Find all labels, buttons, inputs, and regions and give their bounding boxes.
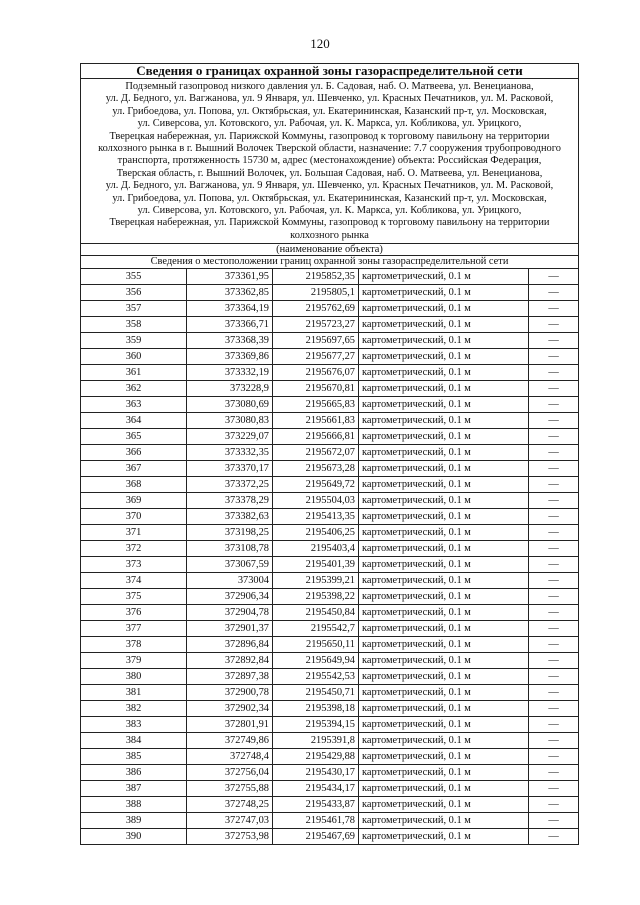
determination-method: картометрический, 0.1 м — [359, 365, 529, 381]
point-number: 370 — [81, 509, 187, 525]
point-number: 357 — [81, 301, 187, 317]
table-row — [81, 813, 579, 829]
coordinate-x: 373228,9 — [187, 381, 273, 397]
table-row — [81, 349, 579, 365]
point-number: 363 — [81, 397, 187, 413]
coordinate-x: 373067,59 — [187, 557, 273, 573]
description-line: ул. Д. Бедного, ул. Вагжанова, ул. 9 Января, ул. Шевченко, ул. Красных Печатников, ул. М. Расковой, — [105, 93, 554, 105]
table-row — [81, 781, 579, 797]
determination-method: картометрический, 0.1 м — [359, 461, 529, 477]
coordinate-x: 373370,17 — [187, 461, 273, 477]
coordinate-y: 2195394,15 — [273, 717, 359, 733]
table-row — [81, 589, 579, 605]
determination-method: картометрический, 0.1 м — [359, 445, 529, 461]
description-line: колхозного рынка — [290, 229, 369, 241]
coordinate-x: 373332,19 — [187, 365, 273, 381]
point-number: 389 — [81, 813, 187, 829]
coordinate-y: 2195672,07 — [273, 445, 359, 461]
point-number: 366 — [81, 445, 187, 461]
determination-method: картометрический, 0.1 м — [359, 573, 529, 589]
empty-value-dash: — — [529, 445, 579, 461]
determination-method: картометрический, 0.1 м — [359, 429, 529, 445]
table-row — [81, 429, 579, 445]
coordinate-x: 372747,03 — [187, 813, 273, 829]
object-name-label: (наименование объекта) — [81, 244, 579, 256]
empty-value-dash: — — [529, 733, 579, 749]
empty-value-dash: — — [529, 829, 579, 845]
coordinate-x: 372801,91 — [187, 717, 273, 733]
determination-method: картометрический, 0.1 м — [359, 541, 529, 557]
coordinate-y: 2195401,39 — [273, 557, 359, 573]
coordinate-x: 373332,35 — [187, 445, 273, 461]
point-number: 385 — [81, 749, 187, 765]
table-row — [81, 717, 579, 733]
table-row — [81, 525, 579, 541]
coordinate-x: 373108,78 — [187, 541, 273, 557]
coordinate-x: 373004 — [187, 573, 273, 589]
point-number: 365 — [81, 429, 187, 445]
object-description — [81, 79, 579, 244]
determination-method: картометрический, 0.1 м — [359, 269, 529, 285]
table-row — [81, 765, 579, 781]
empty-value-dash: — — [529, 333, 579, 349]
coordinate-y: 2195697,65 — [273, 333, 359, 349]
empty-value-dash: — — [529, 637, 579, 653]
description-line: Тверецкая набережная, ул. Парижской Коммуны, газопровод к торговому павильону на территории — [109, 130, 550, 142]
coordinate-x: 372906,34 — [187, 589, 273, 605]
coordinate-y: 2195542,53 — [273, 669, 359, 685]
empty-value-dash: — — [529, 573, 579, 589]
coordinate-y: 2195649,94 — [273, 653, 359, 669]
table-row — [81, 397, 579, 413]
coordinate-y: 2195542,7 — [273, 621, 359, 637]
empty-value-dash: — — [529, 493, 579, 509]
subtitle-row — [81, 256, 579, 269]
empty-value-dash: — — [529, 781, 579, 797]
coordinate-y: 2195677,27 — [273, 349, 359, 365]
determination-method: картометрический, 0.1 м — [359, 413, 529, 429]
coordinate-x: 372901,37 — [187, 621, 273, 637]
coordinate-y: 2195433,87 — [273, 797, 359, 813]
coordinate-x: 373366,71 — [187, 317, 273, 333]
empty-value-dash: — — [529, 653, 579, 669]
table-row — [81, 301, 579, 317]
determination-method: картометрический, 0.1 м — [359, 525, 529, 541]
description-line: ул. Грибоедова, ул. Попова, ул. Октябрьская, ул. Екатерининская, Казанский пр-т, ул. Московская, — [112, 105, 547, 117]
determination-method: картометрический, 0.1 м — [359, 509, 529, 525]
coordinate-y: 2195461,78 — [273, 813, 359, 829]
empty-value-dash: — — [529, 477, 579, 493]
table-row — [81, 381, 579, 397]
coordinate-y: 2195852,35 — [273, 269, 359, 285]
point-number: 376 — [81, 605, 187, 621]
table-row — [81, 365, 579, 381]
determination-method: картометрический, 0.1 м — [359, 285, 529, 301]
empty-value-dash: — — [529, 429, 579, 445]
coordinate-x: 372900,78 — [187, 685, 273, 701]
empty-value-dash: — — [529, 381, 579, 397]
coordinate-x: 373378,29 — [187, 493, 273, 509]
determination-method: картометрический, 0.1 м — [359, 317, 529, 333]
table-row — [81, 509, 579, 525]
description-line: ул. Сиверсова, ул. Котовского, ул. Рабочая, ул. К. Маркса, ул. Кобликова, ул. Урицкого, — [137, 205, 522, 217]
coordinate-y: 2195413,35 — [273, 509, 359, 525]
empty-value-dash: — — [529, 749, 579, 765]
determination-method: картометрический, 0.1 м — [359, 813, 529, 829]
empty-value-dash: — — [529, 509, 579, 525]
coordinate-y: 2195723,27 — [273, 317, 359, 333]
description-line: Тверецкая набережная, ул. Парижской Коммуны, газопровод к торговому павильону на территории — [109, 217, 550, 229]
table-row — [81, 829, 579, 845]
determination-method: картометрический, 0.1 м — [359, 557, 529, 573]
coordinate-x: 372756,04 — [187, 765, 273, 781]
coordinate-y: 2195391,8 — [273, 733, 359, 749]
coordinate-y: 2195665,83 — [273, 397, 359, 413]
coordinate-x: 372755,88 — [187, 781, 273, 797]
point-number: 356 — [81, 285, 187, 301]
coordinate-x: 372897,38 — [187, 669, 273, 685]
coordinate-y: 2195450,71 — [273, 685, 359, 701]
table-row — [81, 701, 579, 717]
coordinate-x: 373229,07 — [187, 429, 273, 445]
coordinate-x: 372892,84 — [187, 653, 273, 669]
object-name-row — [81, 244, 579, 256]
coordinate-y: 2195762,69 — [273, 301, 359, 317]
coordinate-x: 372749,86 — [187, 733, 273, 749]
empty-value-dash: — — [529, 349, 579, 365]
coordinate-x: 373080,69 — [187, 397, 273, 413]
point-number: 390 — [81, 829, 187, 845]
coordinate-x: 373198,25 — [187, 525, 273, 541]
empty-value-dash: — — [529, 669, 579, 685]
point-number: 382 — [81, 701, 187, 717]
empty-value-dash: — — [529, 813, 579, 829]
point-number: 373 — [81, 557, 187, 573]
coordinate-y: 2195666,81 — [273, 429, 359, 445]
coordinate-y: 2195676,07 — [273, 365, 359, 381]
determination-method: картометрический, 0.1 м — [359, 605, 529, 621]
location-subtitle: Сведения о местоположении границ охранной зоны газораспределительной сети — [81, 256, 579, 269]
point-number: 362 — [81, 381, 187, 397]
determination-method: картометрический, 0.1 м — [359, 493, 529, 509]
point-number: 380 — [81, 669, 187, 685]
coordinate-y: 2195399,21 — [273, 573, 359, 589]
title-row — [81, 64, 579, 79]
description-line: Тверская область, г. Вышний Волочек, ул. Большая Садовая, наб. О. Матвеева, ул. Венецианова, — [116, 167, 543, 179]
point-number: 369 — [81, 493, 187, 509]
determination-method: картометрический, 0.1 м — [359, 797, 529, 813]
coordinate-y: 2195661,83 — [273, 413, 359, 429]
table-row — [81, 413, 579, 429]
point-number: 383 — [81, 717, 187, 733]
table-row — [81, 445, 579, 461]
description-line: Подземный газопровод низкого давления ул. Б. Садовая, наб. О. Матвеева, ул. Венецианова, — [125, 81, 534, 92]
coordinate-y: 2195805,1 — [273, 285, 359, 301]
determination-method: картометрический, 0.1 м — [359, 717, 529, 733]
coordinate-x: 372902,34 — [187, 701, 273, 717]
empty-value-dash: — — [529, 461, 579, 477]
coordinate-x: 373362,85 — [187, 285, 273, 301]
empty-value-dash: — — [529, 285, 579, 301]
coordinate-y: 2195406,25 — [273, 525, 359, 541]
table-row — [81, 573, 579, 589]
coordinate-y: 2195467,69 — [273, 829, 359, 845]
point-number: 367 — [81, 461, 187, 477]
description-line: колхозного рынка в г. Вышний Волочек Тверской области, назначение: 7.7 сооружения трубопроводного — [98, 143, 561, 155]
description-line: транспорта, протяженность 15730 м, адрес (местонахождение) объекта: Российская Федерация, — [117, 155, 542, 167]
table-row — [81, 541, 579, 557]
coordinate-x: 373364,19 — [187, 301, 273, 317]
coordinate-y: 2195650,11 — [273, 637, 359, 653]
table-row — [81, 333, 579, 349]
table-row — [81, 637, 579, 653]
point-number: 378 — [81, 637, 187, 653]
point-number: 388 — [81, 797, 187, 813]
table-row — [81, 285, 579, 301]
coordinate-y: 2195403,4 — [273, 541, 359, 557]
determination-method: картометрический, 0.1 м — [359, 669, 529, 685]
empty-value-dash: — — [529, 557, 579, 573]
point-number: 368 — [81, 477, 187, 493]
point-number: 377 — [81, 621, 187, 637]
table-row — [81, 797, 579, 813]
coordinate-y: 2195670,81 — [273, 381, 359, 397]
empty-value-dash: — — [529, 541, 579, 557]
empty-value-dash: — — [529, 765, 579, 781]
point-number: 386 — [81, 765, 187, 781]
coordinate-y: 2195504,03 — [273, 493, 359, 509]
coordinate-y: 2195429,88 — [273, 749, 359, 765]
table-row — [81, 493, 579, 509]
determination-method: картометрический, 0.1 м — [359, 621, 529, 637]
coordinate-x: 373080,83 — [187, 413, 273, 429]
empty-value-dash: — — [529, 717, 579, 733]
point-number: 364 — [81, 413, 187, 429]
coordinate-x: 372896,84 — [187, 637, 273, 653]
determination-method: картометрический, 0.1 м — [359, 829, 529, 845]
coordinate-x: 373382,63 — [187, 509, 273, 525]
table-row — [81, 621, 579, 637]
point-number: 384 — [81, 733, 187, 749]
coordinate-x: 372748,25 — [187, 797, 273, 813]
description-line: ул. Д. Бедного, ул. Вагжанова, ул. 9 Января, ул. Шевченко, ул. Красных Печатников, ул. М. Расковой, — [105, 180, 554, 192]
boundary-table — [80, 63, 579, 845]
empty-value-dash: — — [529, 621, 579, 637]
table-row — [81, 653, 579, 669]
coordinate-y: 2195430,17 — [273, 765, 359, 781]
description-row — [81, 79, 579, 244]
determination-method: картометрический, 0.1 м — [359, 765, 529, 781]
point-number: 361 — [81, 365, 187, 381]
table-row — [81, 669, 579, 685]
determination-method: картометрический, 0.1 м — [359, 589, 529, 605]
table-row — [81, 461, 579, 477]
empty-value-dash: — — [529, 605, 579, 621]
empty-value-dash: — — [529, 317, 579, 333]
coordinate-x: 373369,86 — [187, 349, 273, 365]
determination-method: картометрический, 0.1 м — [359, 333, 529, 349]
point-number: 374 — [81, 573, 187, 589]
description-line: ул. Сиверсова, ул. Котовского, ул. Рабочая, ул. К. Маркса, ул. Кобликова, ул. Урицкого, — [137, 118, 522, 130]
coordinate-x: 373361,95 — [187, 269, 273, 285]
table-row — [81, 317, 579, 333]
determination-method: картометрический, 0.1 м — [359, 477, 529, 493]
coordinate-x: 373372,25 — [187, 477, 273, 493]
table-row — [81, 477, 579, 493]
table-row — [81, 605, 579, 621]
determination-method: картометрический, 0.1 м — [359, 397, 529, 413]
coordinate-y: 2195649,72 — [273, 477, 359, 493]
determination-method: картометрический, 0.1 м — [359, 349, 529, 365]
determination-method: картометрический, 0.1 м — [359, 653, 529, 669]
empty-value-dash: — — [529, 365, 579, 381]
table-row — [81, 557, 579, 573]
determination-method: картометрический, 0.1 м — [359, 781, 529, 797]
table-row — [81, 749, 579, 765]
coordinate-y: 2195398,18 — [273, 701, 359, 717]
page-number: 120 — [310, 36, 330, 51]
point-number: 355 — [81, 269, 187, 285]
empty-value-dash: — — [529, 701, 579, 717]
coordinate-x: 372748,4 — [187, 749, 273, 765]
determination-method: картометрический, 0.1 м — [359, 749, 529, 765]
empty-value-dash: — — [529, 685, 579, 701]
determination-method: картометрический, 0.1 м — [359, 301, 529, 317]
coordinate-x: 372753,98 — [187, 829, 273, 845]
empty-value-dash: — — [529, 413, 579, 429]
point-number: 381 — [81, 685, 187, 701]
point-number: 360 — [81, 349, 187, 365]
description-line: ул. Грибоедова, ул. Попова, ул. Октябрьская, ул. Екатерининская, Казанский пр-т, ул. Московская, — [112, 192, 547, 204]
empty-value-dash: — — [529, 301, 579, 317]
determination-method: картометрический, 0.1 м — [359, 637, 529, 653]
empty-value-dash: — — [529, 797, 579, 813]
table-row — [81, 733, 579, 749]
coordinate-x: 372904,78 — [187, 605, 273, 621]
coordinate-y: 2195434,17 — [273, 781, 359, 797]
coordinate-y: 2195673,28 — [273, 461, 359, 477]
point-number: 358 — [81, 317, 187, 333]
point-number: 371 — [81, 525, 187, 541]
determination-method: картометрический, 0.1 м — [359, 733, 529, 749]
empty-value-dash: — — [529, 269, 579, 285]
coordinate-y: 2195450,84 — [273, 605, 359, 621]
point-number: 379 — [81, 653, 187, 669]
coordinate-y: 2195398,22 — [273, 589, 359, 605]
point-number: 372 — [81, 541, 187, 557]
coordinate-x: 373368,39 — [187, 333, 273, 349]
determination-method: картометрический, 0.1 м — [359, 685, 529, 701]
point-number: 387 — [81, 781, 187, 797]
empty-value-dash: — — [529, 525, 579, 541]
table-row — [81, 685, 579, 701]
determination-method: картометрический, 0.1 м — [359, 381, 529, 397]
document-title: Сведения о границах охранной зоны газораспределительной сети — [81, 64, 579, 79]
table-row — [81, 269, 579, 285]
zone-boundary-sheet — [80, 63, 578, 845]
empty-value-dash: — — [529, 397, 579, 413]
determination-method: картометрический, 0.1 м — [359, 701, 529, 717]
point-number: 375 — [81, 589, 187, 605]
point-number: 359 — [81, 333, 187, 349]
empty-value-dash: — — [529, 589, 579, 605]
